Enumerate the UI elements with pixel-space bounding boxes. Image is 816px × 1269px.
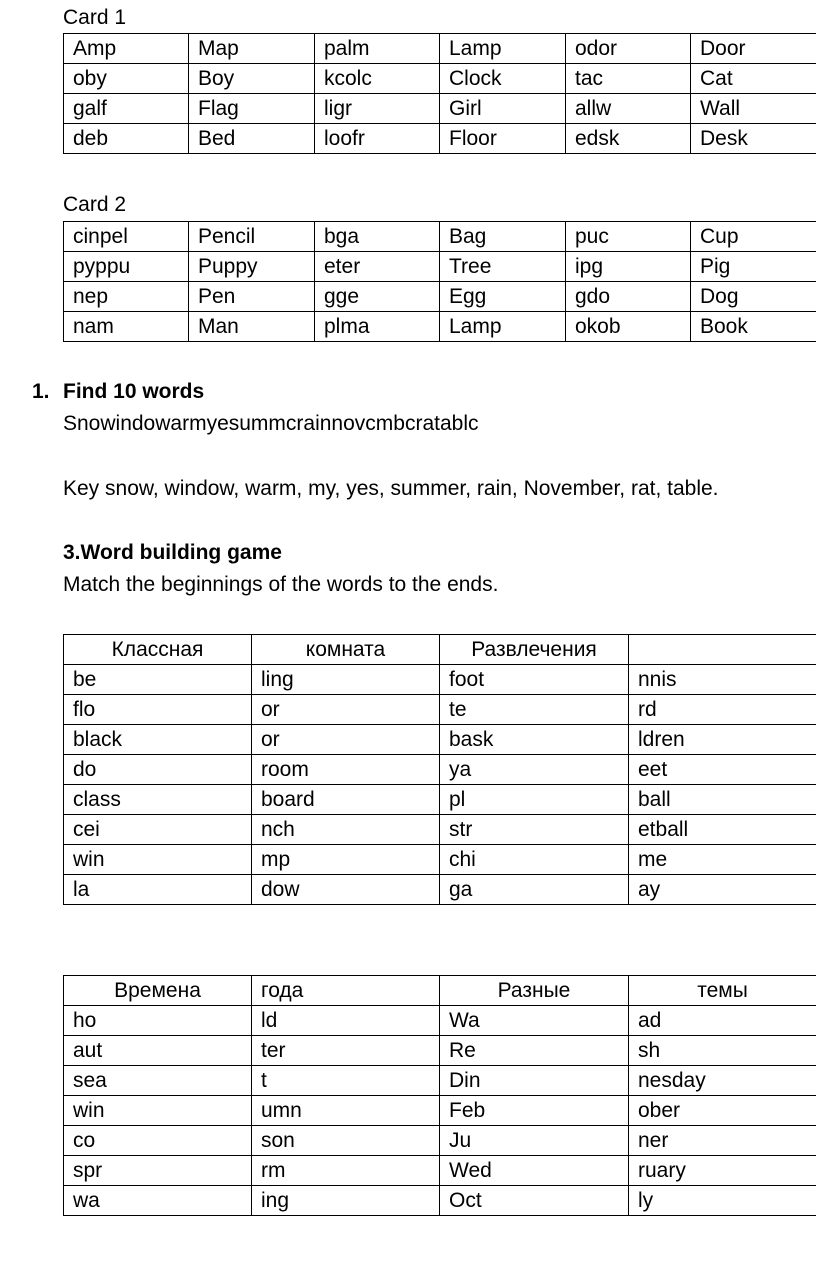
table-cell: Lamp bbox=[440, 312, 566, 342]
table-row bbox=[64, 94, 816, 124]
table-cell: ling bbox=[252, 665, 440, 695]
table-cell: umn bbox=[252, 1096, 440, 1126]
table-cell: wa bbox=[64, 1186, 252, 1216]
table-row bbox=[64, 1006, 816, 1036]
table-cell: son bbox=[252, 1126, 440, 1156]
table-cell: Book bbox=[691, 312, 816, 342]
table-cell: Tree bbox=[440, 252, 566, 282]
table-cell: okob bbox=[566, 312, 691, 342]
table-cell: Wa bbox=[440, 1006, 629, 1036]
table-cell: galf bbox=[64, 94, 189, 124]
table-cell: deb bbox=[64, 124, 189, 154]
table-header-cell: года bbox=[252, 976, 440, 1006]
table-header-row bbox=[64, 976, 816, 1006]
table-cell: rd bbox=[629, 695, 816, 725]
table-cell: odor bbox=[566, 34, 691, 64]
task3-heading: 3.Word building game bbox=[63, 541, 282, 564]
table-row bbox=[64, 252, 816, 282]
table-row bbox=[64, 312, 816, 342]
table-cell: allw bbox=[566, 94, 691, 124]
table-cell: gdo bbox=[566, 282, 691, 312]
table-cell: eter bbox=[315, 252, 440, 282]
table-cell: co bbox=[64, 1126, 252, 1156]
table-cell: Map bbox=[189, 34, 315, 64]
table-cell: nam bbox=[64, 312, 189, 342]
table-cell: Re bbox=[440, 1036, 629, 1066]
table-cell: nnis bbox=[629, 665, 816, 695]
table-cell: Desk bbox=[691, 124, 816, 154]
table-cell: te bbox=[440, 695, 629, 725]
table-cell: Flag bbox=[189, 94, 315, 124]
table-cell: ruary bbox=[629, 1156, 816, 1186]
word-table-1 bbox=[63, 634, 816, 905]
table-cell: pyppu bbox=[64, 252, 189, 282]
table-cell: me bbox=[629, 845, 816, 875]
table-cell: Amp bbox=[64, 34, 189, 64]
table-header-cell: темы bbox=[629, 976, 816, 1006]
table-row bbox=[64, 785, 816, 815]
table-cell: Wed bbox=[440, 1156, 629, 1186]
table-header-cell bbox=[629, 635, 816, 665]
table-header-cell: комната bbox=[252, 635, 440, 665]
table-row bbox=[64, 1186, 816, 1216]
table-cell: Ju bbox=[440, 1126, 629, 1156]
table-header-row bbox=[64, 635, 816, 665]
table-row bbox=[64, 725, 816, 755]
table-cell: Cup bbox=[691, 222, 816, 252]
table-cell: ld bbox=[252, 1006, 440, 1036]
table-cell: ay bbox=[629, 875, 816, 905]
table-cell: spr bbox=[64, 1156, 252, 1186]
table-cell: foot bbox=[440, 665, 629, 695]
table-cell: sh bbox=[629, 1036, 816, 1066]
table-cell: edsk bbox=[566, 124, 691, 154]
table-row bbox=[64, 755, 816, 785]
table-cell: Boy bbox=[189, 64, 315, 94]
table-cell: bga bbox=[315, 222, 440, 252]
table-cell: plma bbox=[315, 312, 440, 342]
table-cell: Clock bbox=[440, 64, 566, 94]
table-cell: ing bbox=[252, 1186, 440, 1216]
task1-number: 1. bbox=[32, 380, 50, 403]
table-cell: ga bbox=[440, 875, 629, 905]
table-header-cell: Классная bbox=[64, 635, 252, 665]
table-cell: gge bbox=[315, 282, 440, 312]
table-cell: tac bbox=[566, 64, 691, 94]
table-cell: puc bbox=[566, 222, 691, 252]
table-cell: Pig bbox=[691, 252, 816, 282]
table-cell: Man bbox=[189, 312, 315, 342]
table-row bbox=[64, 845, 816, 875]
table-cell: aut bbox=[64, 1036, 252, 1066]
table-cell: ligr bbox=[315, 94, 440, 124]
table-cell: cinpel bbox=[64, 222, 189, 252]
table-cell: be bbox=[64, 665, 252, 695]
card2-title: Card 2 bbox=[63, 193, 127, 216]
table-cell: black bbox=[64, 725, 252, 755]
table-row bbox=[64, 1066, 816, 1096]
table-cell: oby bbox=[64, 64, 189, 94]
table-cell: nch bbox=[252, 815, 440, 845]
table-cell: do bbox=[64, 755, 252, 785]
table-cell: or bbox=[252, 695, 440, 725]
table-row bbox=[64, 1036, 816, 1066]
table-cell: board bbox=[252, 785, 440, 815]
table-cell: flo bbox=[64, 695, 252, 725]
table-cell: Pencil bbox=[189, 222, 315, 252]
table-header-cell: Разные bbox=[440, 976, 629, 1006]
table-row bbox=[64, 695, 816, 725]
task3-instruction: Match the beginnings of the words to the ends. bbox=[63, 573, 499, 596]
table-cell: dow bbox=[252, 875, 440, 905]
table-cell: Cat bbox=[691, 64, 816, 94]
table-cell: nesday bbox=[629, 1066, 816, 1096]
table-cell: ner bbox=[629, 1126, 816, 1156]
table-cell: Girl bbox=[440, 94, 566, 124]
table-cell: loofr bbox=[315, 124, 440, 154]
table-cell: rm bbox=[252, 1156, 440, 1186]
table-cell: Bag bbox=[440, 222, 566, 252]
table-cell: ho bbox=[64, 1006, 252, 1036]
table-cell: sea bbox=[64, 1066, 252, 1096]
table-cell: Oct bbox=[440, 1186, 629, 1216]
table-cell: Puppy bbox=[189, 252, 315, 282]
table-cell: Floor bbox=[440, 124, 566, 154]
table-cell: palm bbox=[315, 34, 440, 64]
table-row bbox=[64, 34, 816, 64]
card1-table bbox=[63, 33, 816, 154]
table-cell: or bbox=[252, 725, 440, 755]
table-cell: ter bbox=[252, 1036, 440, 1066]
table-cell: Egg bbox=[440, 282, 566, 312]
table-cell: ipg bbox=[566, 252, 691, 282]
table-cell: Lamp bbox=[440, 34, 566, 64]
table-row bbox=[64, 875, 816, 905]
table-cell: pl bbox=[440, 785, 629, 815]
card2-table bbox=[63, 221, 816, 342]
word-table-2 bbox=[63, 975, 816, 1216]
table-header-cell: Времена bbox=[64, 976, 252, 1006]
table-cell: Dog bbox=[691, 282, 816, 312]
table-cell: ball bbox=[629, 785, 816, 815]
table-cell: str bbox=[440, 815, 629, 845]
table-cell: ya bbox=[440, 755, 629, 785]
table-row bbox=[64, 1096, 816, 1126]
table-cell: kcolc bbox=[315, 64, 440, 94]
task1-key: Key snow, window, warm, my, yes, summer, rain, November, rat, table. bbox=[63, 477, 719, 500]
table-cell: bask bbox=[440, 725, 629, 755]
table-cell: chi bbox=[440, 845, 629, 875]
table-cell: t bbox=[252, 1066, 440, 1096]
card1-title: Card 1 bbox=[63, 6, 127, 29]
table-cell: Door bbox=[691, 34, 816, 64]
table-row bbox=[64, 815, 816, 845]
table-cell: etball bbox=[629, 815, 816, 845]
table-cell: Bed bbox=[189, 124, 315, 154]
table-cell: Feb bbox=[440, 1096, 629, 1126]
table-cell: win bbox=[64, 845, 252, 875]
table-row bbox=[64, 282, 816, 312]
table-cell: class bbox=[64, 785, 252, 815]
table-cell: Pen bbox=[189, 282, 315, 312]
task1-puzzle: Snowindowarmyesummcrainnovcmbcratablc bbox=[63, 412, 479, 435]
table-cell: cei bbox=[64, 815, 252, 845]
table-cell: mp bbox=[252, 845, 440, 875]
table-cell: eet bbox=[629, 755, 816, 785]
table-row bbox=[64, 1156, 816, 1186]
table-header-cell: Развлечения bbox=[440, 635, 629, 665]
table-cell: ly bbox=[629, 1186, 816, 1216]
table-row bbox=[64, 124, 816, 154]
table-cell: Din bbox=[440, 1066, 629, 1096]
table-row bbox=[64, 1126, 816, 1156]
table-row bbox=[64, 665, 816, 695]
table-cell: room bbox=[252, 755, 440, 785]
table-cell: win bbox=[64, 1096, 252, 1126]
table-cell: ad bbox=[629, 1006, 816, 1036]
table-row bbox=[64, 222, 816, 252]
task1-heading: Find 10 words bbox=[63, 380, 205, 403]
table-row bbox=[64, 64, 816, 94]
table-cell: ldren bbox=[629, 725, 816, 755]
table-cell: Wall bbox=[691, 94, 816, 124]
table-cell: la bbox=[64, 875, 252, 905]
table-cell: nep bbox=[64, 282, 189, 312]
table-cell: ober bbox=[629, 1096, 816, 1126]
